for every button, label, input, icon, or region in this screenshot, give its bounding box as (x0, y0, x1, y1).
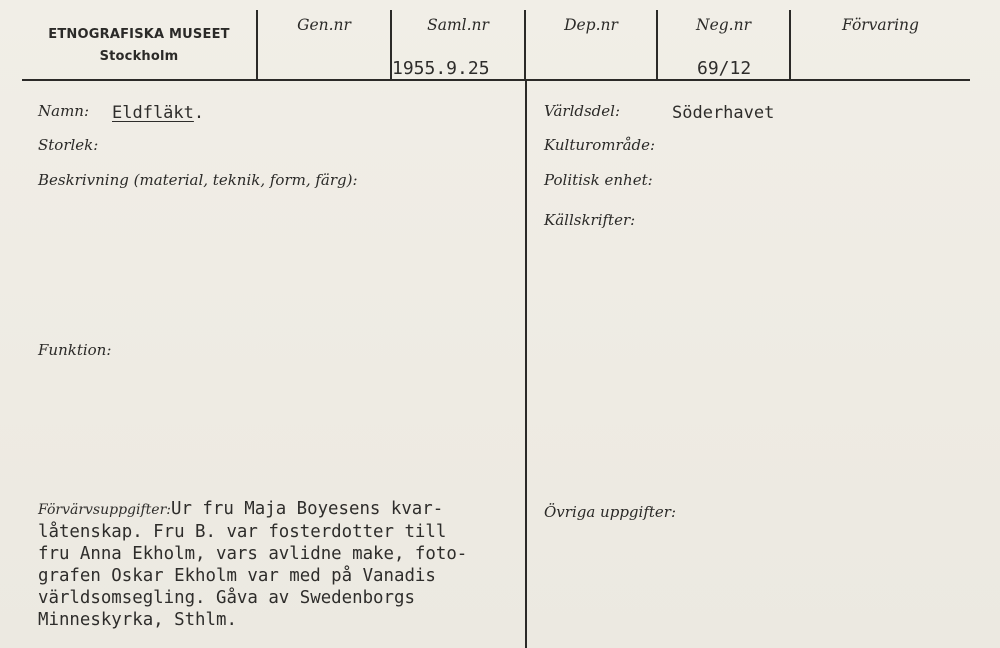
beskrivning-label: Beskrivning (material, teknik, form, färg): (38, 171, 358, 189)
neg-nr-value: 69/12 (697, 58, 752, 79)
forvarv-line-2: låtenskap. Fru B. var fosterdotter till (38, 522, 447, 542)
museum-city: Stockholm (99, 49, 179, 64)
forvarv-line-4: grafen Oskar Ekholm var med på Vanadis (38, 566, 436, 586)
namn-value-dot: . (193, 103, 205, 123)
gen-nr-label: Gen.nr (297, 16, 351, 34)
funktion-label: Funktion: (38, 341, 112, 359)
forvarv-line-3: fru Anna Ekholm, vars avlidne make, foto- (38, 544, 468, 564)
politisk-enhet-label: Politisk enhet: (544, 171, 653, 189)
forvarv-block (38, 498, 467, 631)
kulturomrade-label: Kulturområde: (544, 136, 656, 154)
saml-nr-label: Saml.nr (427, 16, 489, 34)
forvarv-line-5: världsomsegling. Gåva av Swedenborgs (38, 588, 415, 608)
ovriga-uppgifter-label: Övriga uppgifter: (544, 503, 676, 521)
varldsdel-label: Världsdel: (544, 102, 620, 120)
varldsdel-value: Söderhavet (672, 103, 775, 123)
dep-nr-label: Dep.nr (564, 16, 618, 34)
storlek-label: Storlek: (38, 136, 99, 154)
saml-nr-value: 1955.9.25 (392, 58, 490, 79)
kallskrifter-label: Källskrifter: (544, 211, 636, 229)
forvarv-line-1: Ur fru Maja Boyesens kvar- (171, 499, 444, 519)
body-column-divider (525, 81, 527, 648)
museum-name: ETNOGRAFISKA MUSEET (48, 27, 230, 42)
namn-label: Namn: (38, 102, 90, 120)
header-bottom-rule (22, 79, 970, 81)
forvaring-label: Förvaring (842, 16, 919, 34)
forvarv-line-6: Minneskyrka, Sthlm. (38, 610, 237, 630)
neg-nr-label: Neg.nr (696, 16, 751, 34)
forvarv-label: Förvärvsuppgifter: (38, 502, 171, 518)
namn-value-text: Eldfläkt (112, 103, 194, 123)
museum-heading (22, 24, 256, 68)
namn-value (112, 103, 204, 123)
